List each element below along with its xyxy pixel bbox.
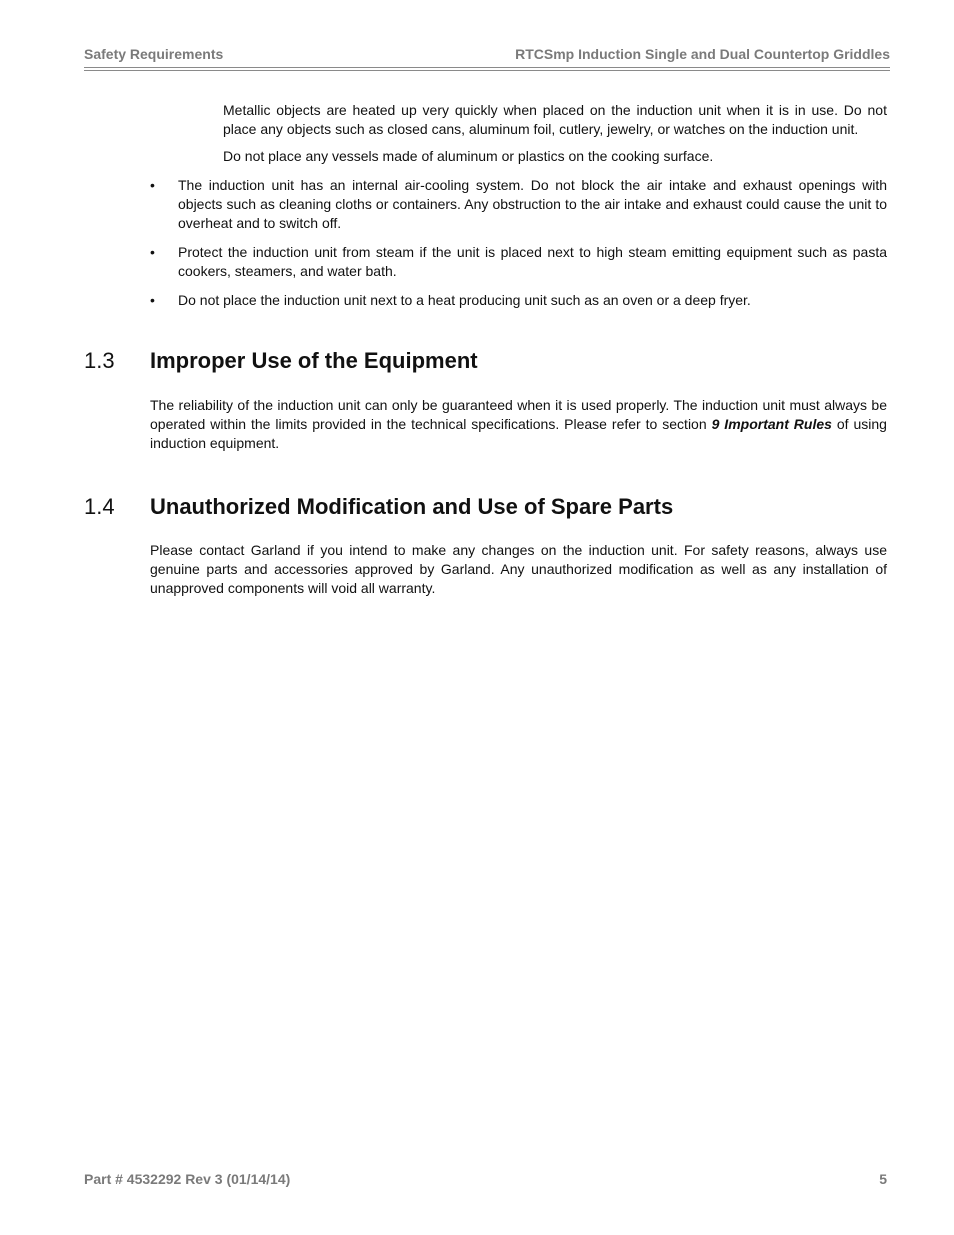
header-section-title: Safety Requirements	[84, 46, 224, 62]
section-1-3-text-after: of using induction equipment.	[150, 416, 887, 451]
section-1-4-paragraph: Please contact Garland if you intend to make any changes on the induction unit. For safety reasons, always use genuine parts and accessories approved by Garland. Any unauthorized modification as well as any installation of unapproved components will void all warranty.	[150, 542, 887, 596]
section-1-3-paragraph	[150, 396, 887, 453]
header-document-title: RTCSmp Induction Single and Dual Countertop Griddles	[515, 46, 890, 62]
section-reference-link: 9 Important Rules	[711, 416, 832, 432]
note-vessels: Do not place any vessels made of aluminum or plastics on the cooking surface.	[223, 148, 714, 164]
footer-part-number: Part # 4532292 Rev 3 (01/14/14)	[84, 1171, 291, 1187]
section-1-4-number: 1.4	[84, 494, 115, 519]
section-1-3-text-before: The reliability of the induction unit can only be guaranteed when it is used properly. The induction unit must always be operated within the limits provided in the technical specifications. Please refer to section	[150, 397, 887, 432]
section-1-4-title: Unauthorized Modification and Use of Spare Parts	[150, 494, 674, 519]
section-1-3-title: Improper Use of the Equipment	[150, 348, 478, 373]
bullet-icon: •	[150, 292, 155, 308]
bullet-icon: •	[150, 177, 155, 193]
bullet-text: Protect the induction unit from steam if the unit is placed next to high steam emitting equipment such as pasta cookers, steamers, and water bath.	[178, 244, 887, 279]
list-item	[150, 243, 887, 281]
list-item	[150, 176, 887, 233]
footer-page-number: 5	[879, 1171, 887, 1187]
bullet-text: The induction unit has an internal air-cooling system. Do not block the air intake and exhaust openings with objects such as cleaning cloths or containers. Any obstruction to the air intake and exhaust could cause the unit to overheat and to switch off.	[178, 177, 887, 231]
bullet-icon: •	[150, 244, 155, 260]
list-item	[150, 291, 887, 310]
safety-bullet-list	[150, 176, 887, 320]
header-rule-bottom	[84, 70, 890, 71]
note-metallic-objects: Metallic objects are heated up very quickly when placed on the induction unit when it is in use. Do not place any objects such as closed cans, aluminum foil, cutlery, jewelry, or watches on the induction unit.	[223, 102, 887, 137]
bullet-text: Do not place the induction unit next to a heat producing unit such as an oven or a deep fryer.	[178, 292, 751, 308]
header-rule-top	[84, 67, 890, 68]
section-1-3-number: 1.3	[84, 348, 115, 373]
